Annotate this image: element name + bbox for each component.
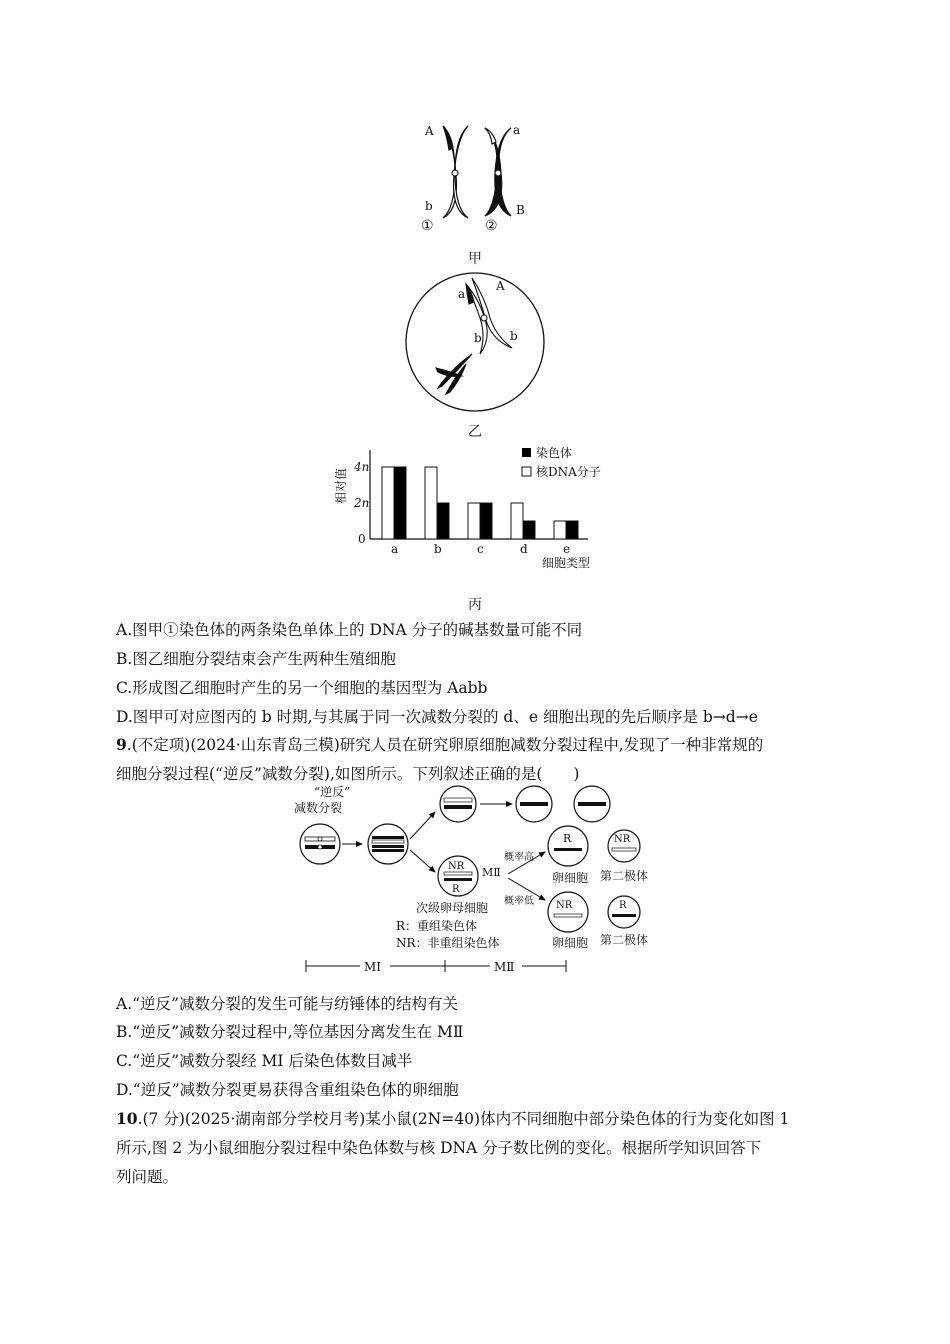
polar-low-r: R (619, 900, 627, 911)
polar-low-label: 第二极体 (600, 933, 649, 947)
figure-bing-chart (330, 440, 630, 580)
legend-chromosome-swatch (522, 448, 531, 457)
q9-option-B: B.“逆反”减数分裂过程中,等位基因分离发生在 MⅡ (116, 1023, 464, 1041)
bing-xlabel: 细胞类型 (542, 556, 591, 570)
q10-text-line3: 列问题。 (116, 1168, 179, 1186)
chromosome-2-label: ② (485, 218, 498, 234)
secondary-nr: NR (448, 861, 465, 872)
bar-c-chromosome (480, 503, 492, 539)
egg-high-r: R (563, 832, 572, 845)
xtick-c: c (477, 542, 484, 556)
figure-bing-caption: 丙 (468, 597, 482, 613)
bar-a-chromosome (394, 467, 406, 539)
r-legend: R：重组染色体 (396, 919, 478, 933)
q10-stem-line1 (116, 1109, 789, 1129)
bar-c-dna (468, 503, 480, 539)
legend-chromosome-label: 染色体 (536, 446, 573, 460)
oogonium-cell (300, 824, 340, 864)
figure-yi (400, 268, 550, 416)
prob-high: 概率高 (504, 852, 534, 863)
yi-gene-b-right: b (510, 329, 518, 343)
yi-gene-A: A (496, 279, 505, 293)
yi-gene-b-left: b (474, 331, 482, 345)
legend-dna-swatch (522, 467, 531, 476)
ytick-0: 0 (358, 532, 366, 546)
primary-oocyte-cell (368, 824, 408, 864)
q8-option-D: D.图甲可对应图丙的 b 时期,与其属于同一次减数分裂的 d、e 细胞出现的先后顺序是 b→d→e (116, 708, 758, 726)
egg-low-nr: NR (556, 900, 573, 911)
chromosome-1-label: ① (421, 218, 434, 234)
gene-a-label: a (513, 123, 521, 137)
nr-legend: NR：非重组染色体 (396, 936, 500, 950)
diagram-title-2: 减数分裂 (294, 801, 343, 815)
yi-gene-a: a (458, 287, 466, 301)
secondary-r: R (452, 884, 460, 895)
q8-option-A: A.图甲①染色体的两条染色单体上的 DNA 分子的碱基数量可能不同 (116, 621, 583, 639)
bar-a-dna (382, 467, 394, 539)
axis-mii: MⅡ (494, 960, 515, 974)
secondary-oocyte-label: 次级卵母细胞 (416, 901, 489, 915)
q9-text-line2: 细胞分裂过程(“逆反”减数分裂),如图所示。下列叙述正确的是( ) (116, 765, 580, 783)
egg-low-label: 卵细胞 (552, 936, 589, 950)
bing-ylabel: 相对值 (334, 467, 348, 505)
figure-reverse-meiosis (290, 784, 670, 984)
chromosome-1 (443, 126, 468, 218)
gene-B-label: B (516, 203, 525, 217)
q9-option-A: A.“逆反”减数分裂的发生可能与纺锤体的结构有关 (116, 995, 458, 1013)
q9-number: 9 (116, 735, 127, 754)
bar-d-dna (511, 503, 523, 539)
ytick-2n: 2n (354, 496, 370, 510)
egg-high-label: 卵细胞 (552, 871, 589, 885)
figure-yi-caption: 乙 (468, 424, 482, 440)
gene-b-label: b (425, 199, 433, 213)
gene-A-label: A (425, 124, 434, 138)
q10-text-line1: .(7 分)(2025·湖南部分学校月考)某小鼠(2N=40)体内不同细胞中部分染色体的行为变化如图 1 (137, 1110, 790, 1128)
polar-high-nr: NR (614, 834, 631, 845)
ytick-4n: 4n (354, 460, 370, 474)
bar-e-dna (554, 521, 566, 539)
bar-b-chromosome (437, 503, 449, 539)
xtick-a: a (391, 542, 399, 556)
chromosome-2 (485, 128, 511, 216)
q9-text-line1: .(不定项)(2024·山东青岛三模)研究人员在研究卵原细胞减数分裂过程中,发现了一种非常规的 (126, 736, 764, 754)
xtick-b: b (434, 542, 442, 556)
polar-high-label: 第二极体 (600, 869, 649, 883)
q10-text-line2: 所示,图 2 为小鼠细胞分裂过程中染色体数与核 DNA 分子数比例的变化。根据所学知识回答下 (116, 1139, 762, 1157)
q9-option-C: C.“逆反”减数分裂经 MⅠ 后染色体数目减半 (116, 1052, 413, 1070)
q8-option-B: B.图乙细胞分裂结束会产生两种生殖细胞 (116, 650, 396, 668)
q9-option-D: D.“逆反”减数分裂更易获得含重组染色体的卵细胞 (116, 1081, 459, 1099)
figure-jia (415, 118, 545, 238)
bar-e-chromosome (566, 521, 578, 539)
bar-d-chromosome (523, 521, 535, 539)
q9-stem-line1 (116, 735, 763, 755)
legend-dna-label: 核DNA分子 (536, 465, 601, 479)
figure-jia-caption: 甲 (468, 251, 482, 267)
q10-number: 10 (116, 1109, 138, 1128)
bar-b-dna (425, 467, 437, 539)
xtick-e: e (563, 542, 571, 556)
xtick-d: d (520, 542, 528, 556)
prob-low: 概率低 (504, 896, 534, 907)
mii-label: MⅡ (482, 866, 501, 879)
q8-option-C: C.形成图乙细胞时产生的另一个细胞的基因型为 Aabb (116, 679, 488, 697)
axis-mi: MⅠ (364, 960, 382, 974)
diagram-title-1: “逆反” (314, 785, 351, 799)
